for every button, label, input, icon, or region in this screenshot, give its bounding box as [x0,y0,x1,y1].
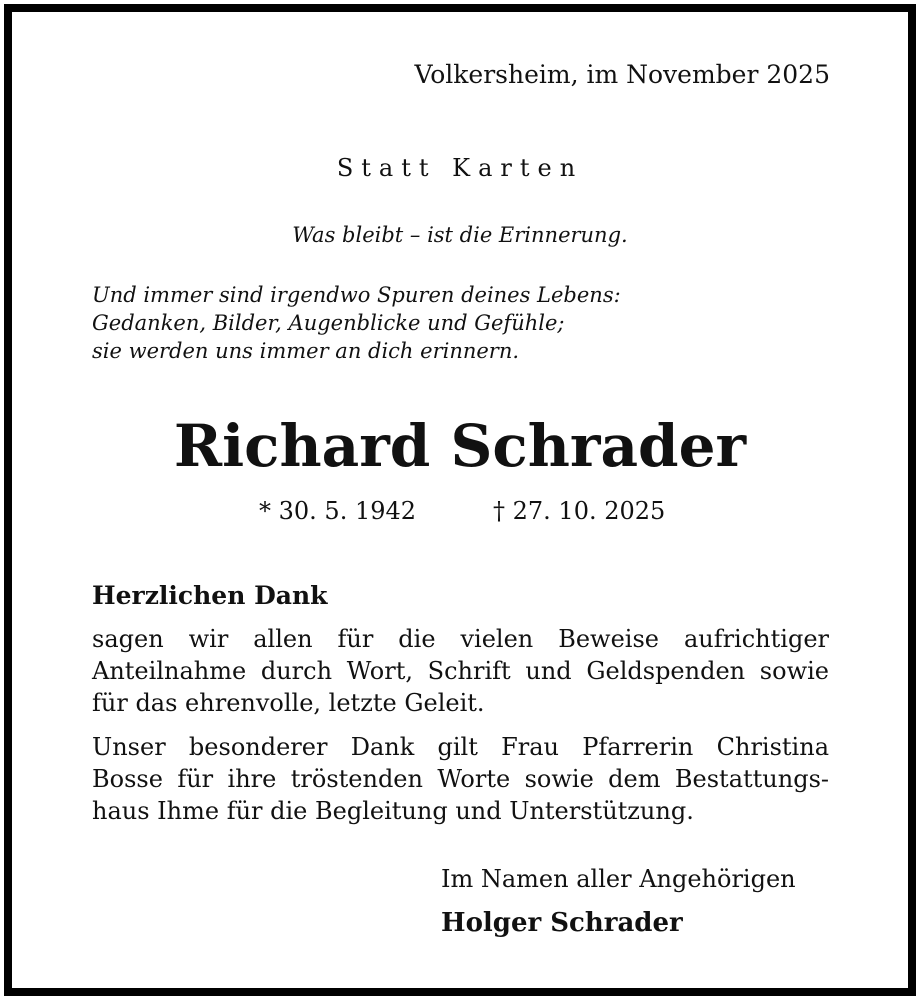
regards-line: Im Namen aller Angehörigen [441,865,796,893]
signer-name: Holger Schrader [441,908,683,938]
paragraph-line: haus Ihme für die Begleitung und Unterstützung. [92,797,694,825]
paragraph-line: Bosse für ihre tröstenden Worte sowie dem Bestattungs- [92,765,829,793]
notice-border [4,4,916,996]
paragraph-line: für das ehrenvolle, letzte Geleit. [92,689,485,717]
thanks-heading: Herzlichen Dank [92,581,328,610]
thanks-paragraph-2 [92,731,829,827]
paragraph-line: Anteilnahme durch Wort, Schrift und Geldspenden sowie [92,657,829,685]
poem-line: sie werden uns immer an dich erinnern. [92,339,520,363]
poem [92,281,621,365]
death-date: † 27. 10. 2025 [493,497,666,525]
paragraph-line: Unser besonderer Dank gilt Frau Pfarrerin Christina [92,733,829,761]
birth-date: * 30. 5. 1942 [259,497,417,525]
statt-karten-label: Statt Karten [336,154,584,182]
deceased-name: Richard Schrader [173,412,747,480]
poem-line: Gedanken, Bilder, Augenblicke und Gefühle; [92,311,565,335]
thanks-paragraph-1 [92,623,829,719]
paragraph-line: sagen wir allen für die vielen Beweise aufrichtiger [92,625,829,653]
motto: Was bleibt – ist die Erinnerung. [292,223,628,247]
place-date: Volkersheim, im November 2025 [414,60,830,89]
poem-line: Und immer sind irgendwo Spuren deines Lebens: [92,283,621,307]
